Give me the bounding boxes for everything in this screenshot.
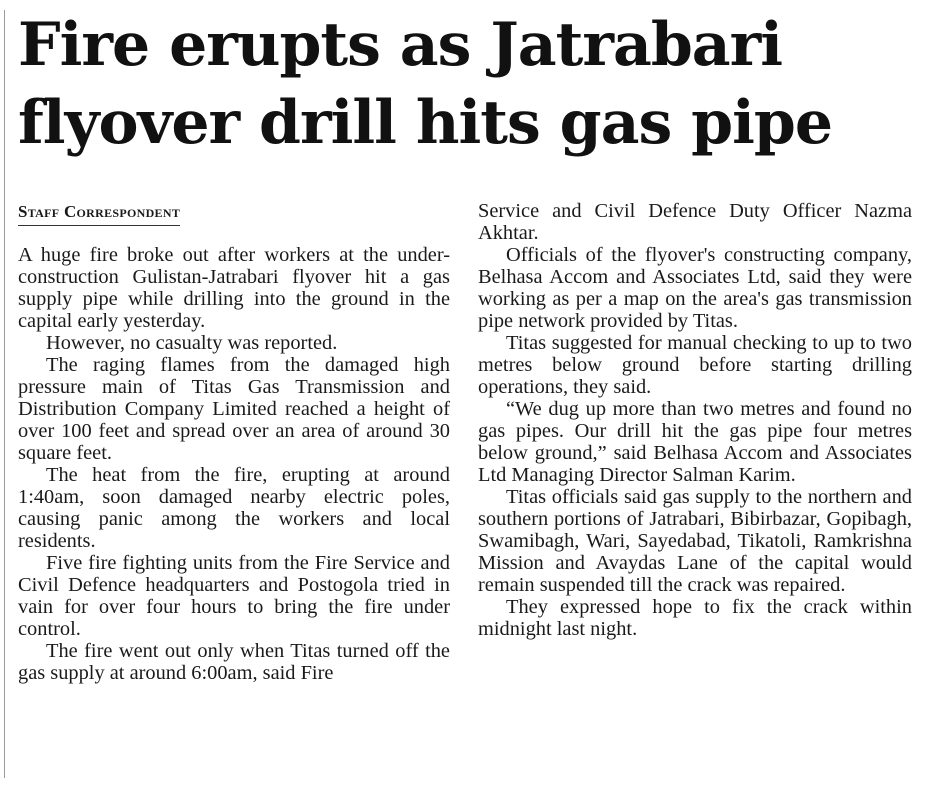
paragraph: Officials of the flyover's constructing company, Belhasa Accom and Associates Ltd, said they were working as per a map on the area's gas transmission pipe network provided by Titas. [478, 244, 912, 332]
paragraph: They expressed hope to fix the crack within midnight last night. [478, 596, 912, 640]
paragraph: A huge fire broke out after workers at the under-construction Gulistan-Jatrabari flyover hit a gas supply pipe while drilling into the ground in the capital early yesterday. [18, 244, 450, 332]
article-column-right [478, 200, 912, 640]
paragraph: Five fire fighting units from the Fire Service and Civil Defence headquarters and Postogola tried in vain for over four hours to bring the fire under control. [18, 552, 450, 640]
article-headline: Fire erupts as Jatrabari flyover drill hits gas pipe [18, 10, 833, 158]
paragraph: The raging flames from the damaged high pressure main of Titas Gas Transmission and Distribution Company Limited reached a height of over 100 feet and spread over an area of around 30 square feet. [18, 354, 450, 464]
paragraph: Titas officials said gas supply to the northern and southern portions of Jatrabari, Bibirbazar, Gopibagh, Swamibagh, Wari, Sayedabad, Tikatoli, Ramkrishna Mission and Avaydas Lane of the capital would remain suspended till the crack was repaired. [478, 486, 912, 596]
paragraph: The fire went out only when Titas turned off the gas supply at around 6:00am, said Fire [18, 640, 450, 684]
column-rule [4, 10, 5, 778]
quote-paragraph: “We dug up more than two metres and found no gas pipes. Our drill hit the gas pipe four metres below ground,” said Belhasa Accom and Associates Ltd Managing Director Salman Karim. [478, 398, 912, 486]
byline: Staff Correspondent [18, 202, 180, 226]
paragraph: Titas suggested for manual checking to up to two metres below ground before starting drilling operations, they said. [478, 332, 912, 398]
paragraph: The heat from the fire, erupting at around 1:40am, soon damaged nearby electric poles, causing panic among the workers and local residents. [18, 464, 450, 552]
paragraph: However, no casualty was reported. [46, 332, 338, 354]
article-column-left [18, 200, 450, 684]
paragraph: Service and Civil Defence Duty Officer Nazma Akhtar. [478, 200, 912, 244]
